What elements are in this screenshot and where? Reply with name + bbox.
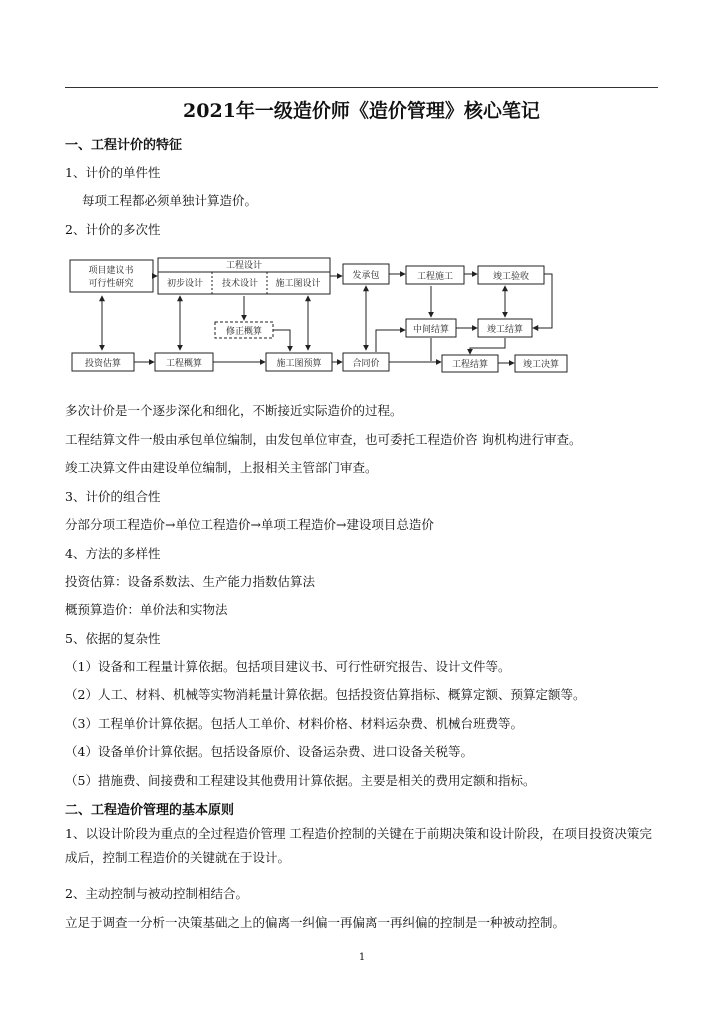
label-build: 工程施工 [416, 272, 454, 282]
label-proj: 项目建议书 [88, 266, 134, 276]
subsection-4-line-2: 概预算造价：单价法和实物法 [65, 602, 228, 617]
section-2-paragraph-1: 1、以设计阶段为重点的全过程造价管理 工程造价控制的关键在于前期决策和设计阶段，在项目投资决策完成后，控制工程造价的关键就在于设计。 [65, 826, 652, 865]
basis-item-4: （4）设备单价计算依据。包括设备原价、设备运杂费、进口设备关税等。 [65, 744, 473, 759]
section-1-heading: 一、工程计价的特征 [65, 138, 183, 153]
label-contract-price: 合同价 [352, 359, 380, 369]
label-contract: 发承包 [352, 271, 380, 281]
basis-item-3: （3）工程单价计算依据。包括人工单价、材料价格、材料运杂费、机械台班费等。 [65, 716, 523, 731]
label-design: 工程设计 [225, 261, 263, 271]
multi-stage-pricing-diagram [60, 252, 580, 382]
basis-item-1: （1）设备和工程量计算依据。包括项目建议书、可行性研究报告、设计文件等。 [65, 659, 511, 674]
paragraph-multi-stage: 多次计价是一个逐步深化和细化，不断接近实际造价的过程。 [65, 403, 403, 418]
basis-item-5: （5）措施费、间接费和工程建设其他费用计算依据。主要是相关的费用定额和指标。 [65, 773, 536, 788]
paragraph-settlement: 工程结算文件一般由承包单位编制，由发包单位审查，也可委托工程造价咨 询机构进行审查。 [65, 432, 582, 447]
subsection-1-title: 1、计价的单件性 [65, 165, 161, 180]
section-2-paragraph-3: 立足于调查一分析一决策基础之上的偏离一纠偏一再偏离一再纠偏的控制是一种被动控制。 [65, 915, 566, 930]
label-revised: 修正概算 [225, 327, 263, 337]
label-settle: 工程结算 [451, 360, 489, 370]
subsection-4-line-1: 投资估算：设备系数法、生产能力指数估算法 [65, 574, 316, 589]
label-invest: 投资估算 [84, 359, 122, 369]
header-rule [65, 87, 658, 88]
page-number: 1 [358, 952, 366, 963]
subsection-3-text: 分部分项工程造价→单位工程造价→单项工程造价→建设项目总造价 [65, 517, 434, 532]
label-drawing-budget: 施工图预算 [276, 359, 322, 369]
label-accept: 竣工验收 [492, 272, 530, 282]
document-title: 2021年一级造价师《造价管理》核心笔记 [183, 100, 540, 122]
label-feas: 可行性研究 [88, 279, 134, 289]
subsection-2-title: 2、计价的多次性 [65, 222, 161, 237]
subsection-4-title: 4、方法的多样性 [65, 546, 161, 561]
label-construct: 施工图设计 [275, 279, 321, 289]
subsection-5-title: 5、依据的复杂性 [65, 631, 161, 646]
section-2-heading: 二、工程造价管理的基本原则 [65, 803, 235, 818]
section-2-paragraph-2: 2、主动控制与被动控制相结合。 [65, 886, 248, 901]
paragraph-final-account: 竣工决算文件由建设单位编制，上报相关主管部门审查。 [65, 460, 378, 475]
label-budget: 工程概算 [165, 359, 203, 369]
label-prelim: 初步设计 [166, 279, 204, 289]
subsection-3-title: 3、计价的组合性 [65, 489, 161, 504]
subsection-1-text: 每项工程都必须单独计算造价。 [82, 193, 258, 208]
label-mid: 中间结算 [412, 325, 450, 335]
label-final-acct: 竣工决算 [522, 360, 560, 370]
label-final-settle: 竣工结算 [486, 325, 524, 335]
basis-item-2: （2）人工、材料、机械等实物消耗量计算依据。包括投资估算指标、概算定额、预算定额等。 [65, 687, 586, 702]
label-tech: 技术设计 [221, 279, 259, 289]
